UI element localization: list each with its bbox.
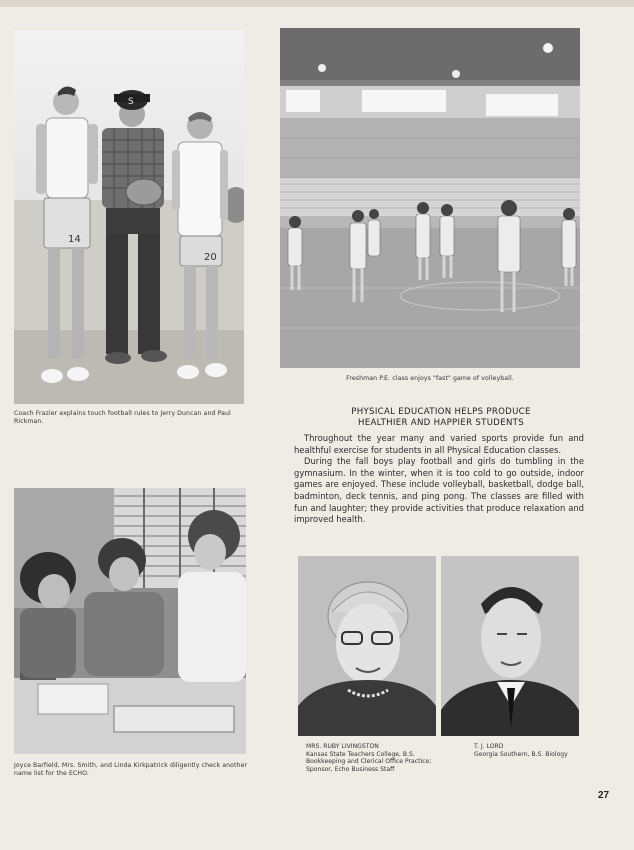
- football-photo: [14, 30, 244, 404]
- volleyball-photo: [280, 28, 580, 368]
- livingston-caption: [306, 743, 434, 773]
- office-caption: Joyce Barfield, Mrs. Smith, and Linda Kirkpatrick diligently check another name list for the ECHO.: [14, 762, 248, 777]
- article-heading: [296, 407, 586, 429]
- article-heading-line1: PHYSICAL EDUCATION HELPS PRODUCE: [351, 407, 531, 417]
- lord-details: Georgia Southern, B.S. Biology: [474, 750, 568, 758]
- svg-text:S: S: [128, 97, 134, 107]
- office-photo: [14, 488, 246, 754]
- svg-text:14: 14: [68, 234, 81, 245]
- article-paragraph-2: During the fall boys play football and girls do tumbling in the gymnasium. In the winter, when it is too cold to go outside, indoor games are enjoyed. These include volleyball, basketball, dodge ball, badminton, deck tennis, and ping pong. The classes are filled with fun and laughter; they provide activities that produce relaxation and improved health.: [294, 456, 584, 525]
- article-heading-line2: HEALTHIER AND HAPPIER STUDENTS: [358, 418, 524, 428]
- livingston-name: MRS. RUBY LIVINGSTON: [306, 743, 379, 750]
- page-top-edge: [0, 0, 634, 7]
- lord-caption: [474, 743, 578, 758]
- livingston-details: Kansas State Teachers College, B.S. Bookkeeping and Clerical Office Practice; Sponsor, Echo Business Staff: [306, 750, 432, 773]
- article-paragraph-1: Throughout the year many and varied sports provide fun and healthful exercise for students in all Physical Education classes.: [294, 433, 584, 455]
- football-caption: Coach Frazier explains touch football rules to Jerry Duncan and Paul Rickman.: [14, 410, 231, 425]
- lord-name: T. J. LORD: [474, 743, 504, 750]
- svg-text:20: 20: [204, 252, 217, 263]
- page-number: 27: [598, 790, 610, 801]
- portrait-livingston: [298, 556, 436, 736]
- volleyball-caption: Freshman P.E. class enjoys "fast" game of volleyball.: [346, 375, 514, 382]
- article-body: [294, 433, 584, 526]
- portrait-lord: [441, 556, 579, 736]
